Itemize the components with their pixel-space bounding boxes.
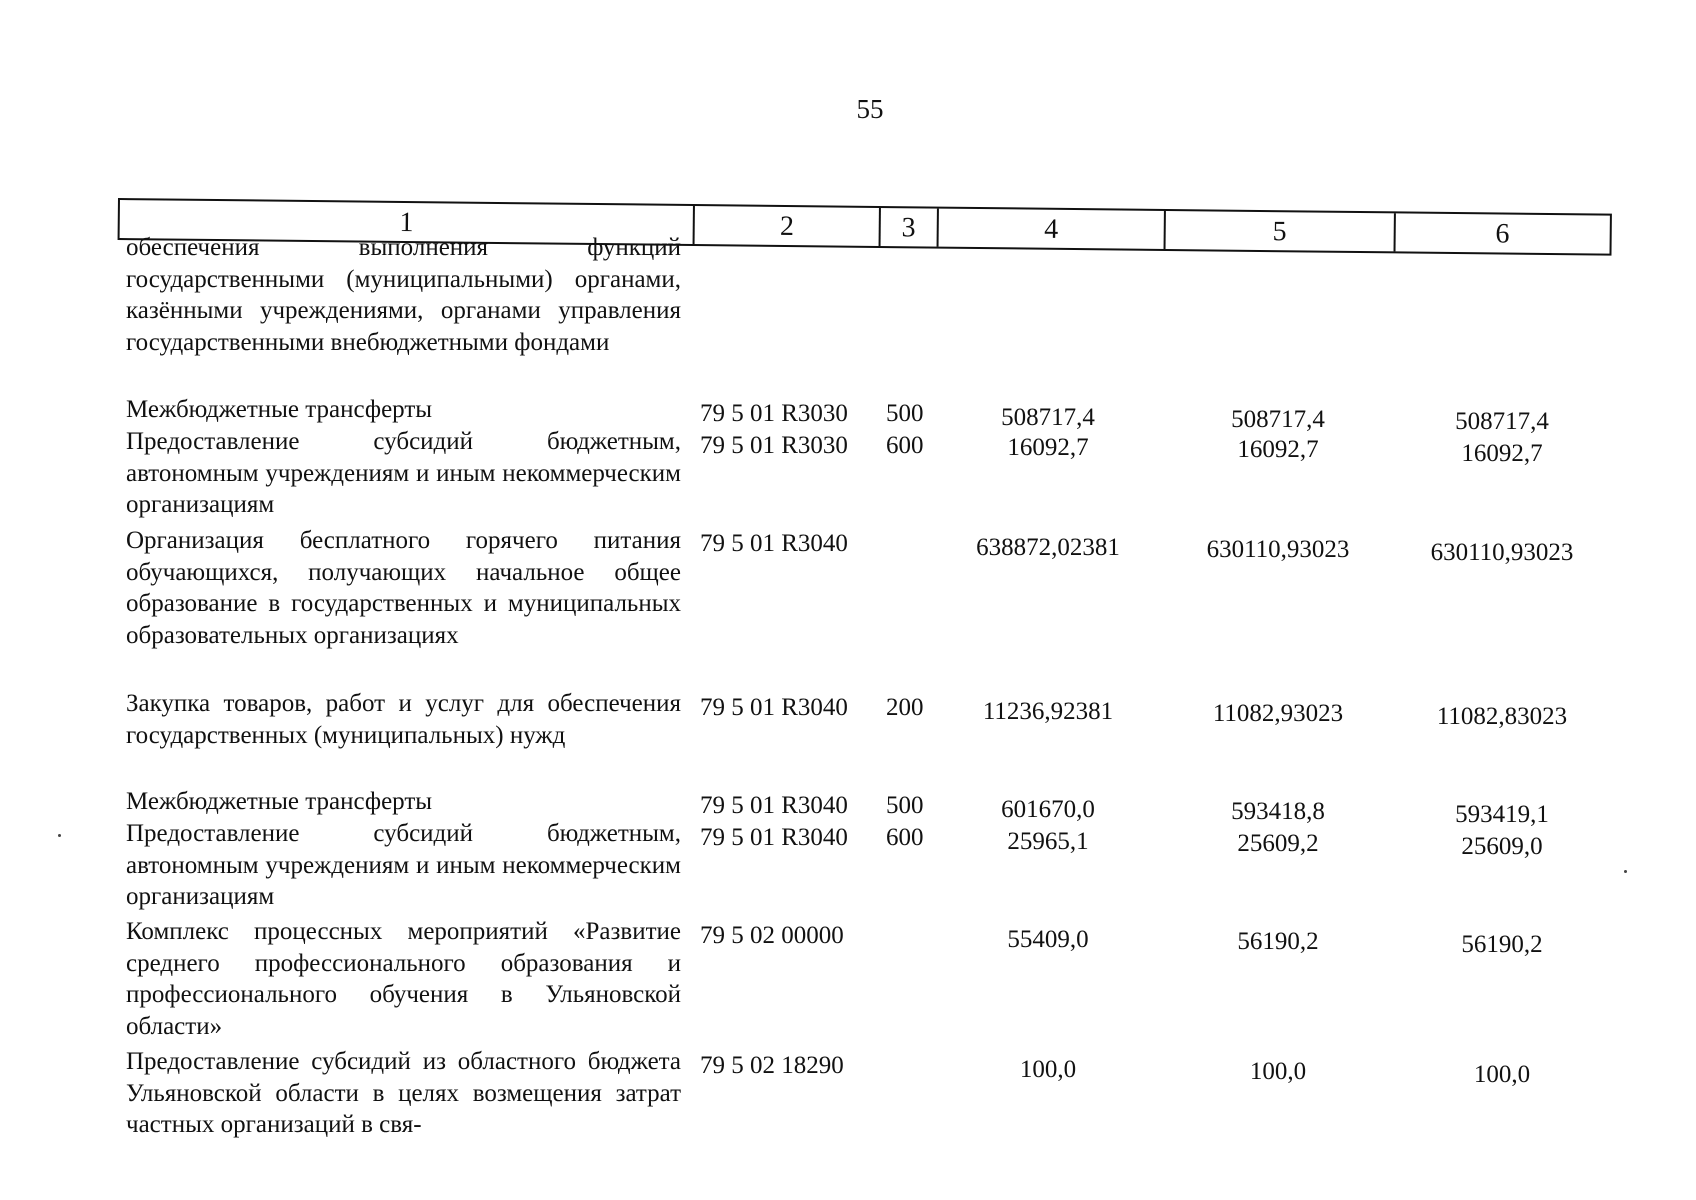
header-col-2: 2 <box>695 206 881 246</box>
row-value-col4: 508717,4 <box>1001 404 1095 431</box>
row-code: 79 5 01 R3040 <box>700 530 848 557</box>
header-col-5: 5 <box>1166 211 1396 251</box>
row-value-col6: 11082,83023 <box>1436 703 1568 730</box>
row-description: Предоставление субсидий из областного бюджета Ульяновской области в целях возмещения затрат частных организаций в свя- <box>126 1048 681 1138</box>
header-col-4: 4 <box>938 209 1166 249</box>
header-col-6: 6 <box>1495 218 1510 250</box>
row-code: 79 5 01 R3030 <box>700 432 848 459</box>
row-value-col4: 638872,02381 <box>976 534 1120 561</box>
scan-speck <box>1624 870 1627 873</box>
row-value-col5: 593418,8 <box>1231 798 1325 825</box>
page-number: 55 <box>856 94 884 124</box>
row-expense-type: 200 <box>886 694 924 721</box>
row-code: 79 5 02 18290 <box>700 1052 844 1079</box>
header-col-1: 1 <box>120 200 696 244</box>
row-value-col6: 630110,93023 <box>1430 539 1574 566</box>
row-code: 79 5 01 R3030 <box>700 400 848 427</box>
row-value-col5: 100,0 <box>1249 1058 1307 1085</box>
row-description: Межбюджетные трансферты <box>126 788 433 815</box>
row-value-col5: 56190,2 <box>1237 928 1319 955</box>
scan-speck <box>58 834 61 837</box>
row-expense-type: 500 <box>886 400 924 427</box>
row-value-col5: 508717,4 <box>1231 406 1325 433</box>
row-expense-type: 600 <box>886 432 924 459</box>
row-value-col4: 601670,0 <box>1001 796 1095 823</box>
header-col-3: 3 <box>880 208 938 247</box>
row-value-col6: 16092,7 <box>1461 440 1543 467</box>
row-description: Предоставление субсидий бюджетным, автономным учреждениям и иным некоммерческим организациям <box>126 820 681 910</box>
row-value-col4: 55409,0 <box>1007 926 1089 953</box>
row-value-col4: 11236,92381 <box>982 698 1114 725</box>
row-value-col5: 25609,2 <box>1237 830 1319 857</box>
row-expense-type: 500 <box>886 792 924 819</box>
row-value-col4: 25965,1 <box>1007 828 1089 855</box>
row-description: Организация бесплатного горячего питания обучающихся, получающих начальное общее образование в государственных и муниципальных образовательных организациях <box>126 527 681 649</box>
row-expense-type: 600 <box>886 824 924 851</box>
row-value-col5: 630110,93023 <box>1206 536 1350 563</box>
row-description: Комплекс процессных мероприятий «Развитие среднего профессионального образования и профессионального обучения в Ульяновской области» <box>126 918 681 1040</box>
row-value-col4: 100,0 <box>1019 1056 1077 1083</box>
row-value-col6: 593419,1 <box>1455 801 1549 828</box>
row-code: 79 5 01 R3040 <box>700 824 848 851</box>
row-code: 79 5 02 00000 <box>700 922 844 949</box>
row-value-col6: 508717,4 <box>1455 408 1549 435</box>
row-value-col6: 25609,0 <box>1461 833 1543 860</box>
row-description: обеспечения выполнения функций государственными (муниципальными) органами, казёнными учреждениями, органами управления государственными внебюджетными фондами <box>126 234 681 356</box>
row-description: Предоставление субсидий бюджетным, автономным учреждениям и иным некоммерческим организациям <box>126 428 681 518</box>
row-value-col6: 100,0 <box>1473 1061 1531 1088</box>
row-description: Межбюджетные трансферты <box>126 396 433 423</box>
row-value-col4: 16092,7 <box>1007 434 1089 461</box>
row-value-col5: 11082,93023 <box>1212 700 1344 727</box>
row-value-col5: 16092,7 <box>1237 436 1319 463</box>
row-description: Закупка товаров, работ и услуг для обеспечения государственных (муниципальных) нужд <box>126 690 681 749</box>
row-code: 79 5 01 R3040 <box>700 694 848 721</box>
row-value-col6: 56190,2 <box>1461 931 1543 958</box>
row-code: 79 5 01 R3040 <box>700 792 848 819</box>
